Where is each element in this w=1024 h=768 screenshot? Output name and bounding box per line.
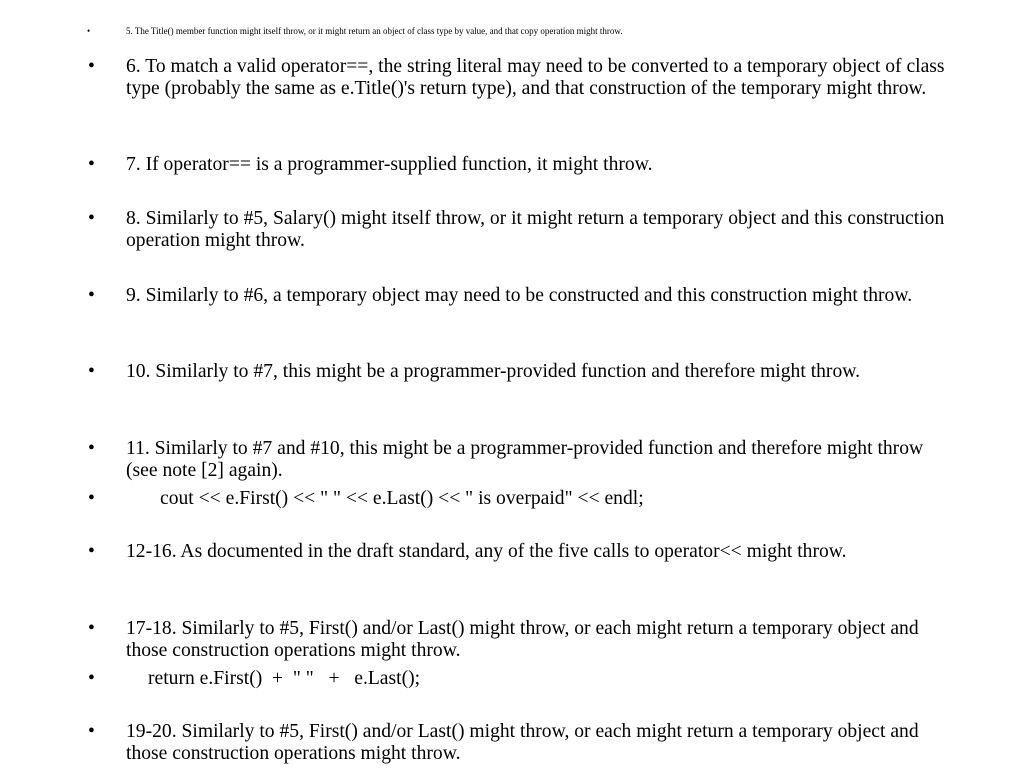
list-item-note-7	[88, 154, 946, 176]
bullet: •	[88, 361, 95, 382]
list-item-note-8	[88, 208, 946, 252]
list-item-text: 8. Similarly to #5, Salary() might itself throw, or it might return a temporary object and this construction operation might throw.	[126, 208, 945, 251]
list-item-code-cout	[88, 488, 946, 510]
list-item-note-12-16	[88, 541, 946, 563]
bullet: •	[88, 488, 95, 509]
bullet: •	[88, 721, 95, 742]
bullet: •	[88, 618, 95, 639]
list-item-text: 5. The Title() member function might itself throw, or it might return an object of class type by value, and that copy operation might throw.	[126, 26, 623, 36]
list-item-note-6	[88, 56, 946, 100]
bullet: •	[88, 541, 95, 562]
list-item-note-10	[88, 361, 946, 383]
bullet: •	[88, 668, 95, 689]
bullet: •	[88, 56, 95, 77]
bullet: •	[87, 26, 91, 36]
list-item-note-9	[88, 285, 946, 307]
list-item-note-19-20	[88, 721, 946, 765]
code-line: cout << e.First() << " " << e.Last() << " is overpaid" << endl;	[160, 488, 644, 509]
bullet: •	[88, 208, 95, 229]
list-item-text: 19-20. Similarly to #5, First() and/or Last() might throw, or each might return a temporary object and those construction operations might throw.	[126, 721, 919, 764]
list-item-text: 10. Similarly to #7, this might be a programmer-provided function and therefore might throw.	[126, 361, 861, 382]
bullet: •	[88, 285, 95, 306]
bullet: •	[88, 154, 95, 175]
list-item-text: 6. To match a valid operator==, the string literal may need to be converted to a temporary object of class type (probably the same as e.Title()'s return type), and that construction of the temporary might throw.	[126, 56, 945, 99]
bullet: •	[88, 438, 95, 459]
list-item-text: 17-18. Similarly to #5, First() and/or Last() might throw, or each might return a temporary object and those construction operations might throw.	[126, 618, 919, 661]
list-item-note-17-18	[88, 618, 946, 662]
list-item-note-5	[87, 25, 1006, 37]
list-item-text: 7. If operator== is a programmer-supplied function, it might throw.	[126, 154, 653, 175]
list-item-text: 11. Similarly to #7 and #10, this might be a programmer-provided function and therefore might throw (see note [2] again).	[126, 438, 924, 481]
list-item-text: 12-16. As documented in the draft standard, any of the five calls to operator<< might throw.	[126, 541, 847, 562]
code-line: return e.First() + " " + e.Last();	[148, 668, 421, 689]
list-item-note-11	[88, 438, 946, 482]
list-item-text: 9. Similarly to #6, a temporary object may need to be constructed and this construction might throw.	[126, 285, 913, 306]
list-item-code-return	[88, 668, 946, 690]
